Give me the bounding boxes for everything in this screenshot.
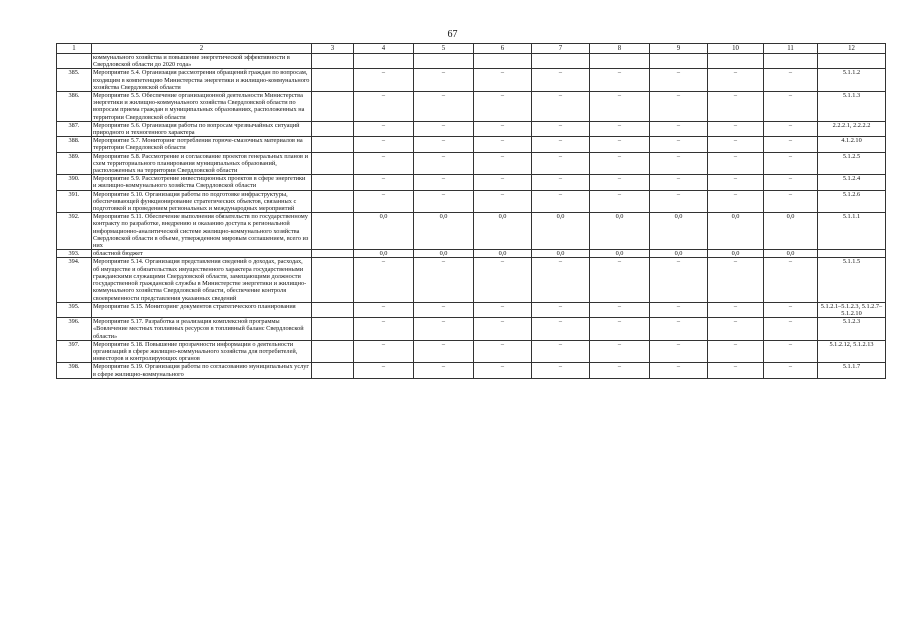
value-cell-col-8: – [590,152,650,175]
value-cell-col-9: – [650,152,708,175]
value-cell-col-5: – [414,137,474,152]
value-cell-col-3 [312,318,354,341]
value-cell-col-10 [708,54,764,69]
measure-name: Мероприятие 5.9. Рассмотрение инвестиционных проектов в сфере энергетики и жилищно-коммунального хозяйства Свердловской области [92,175,312,190]
value-cell-col-7: – [532,190,590,213]
column-header-2: 2 [92,44,312,54]
value-cell-col-9: 0,0 [650,213,708,250]
target-indicator [818,250,886,258]
value-cell-col-9: – [650,69,708,92]
value-cell-col-11: – [764,190,818,213]
value-cell-col-11: – [764,302,818,317]
target-indicator: 5.1.1.7 [818,363,886,378]
table-row [57,190,886,213]
value-cell-col-9: 0,0 [650,250,708,258]
measure-name: Мероприятие 5.7. Мониторинг потребления горюче-смазочных материалов на территории Свердловской области [92,137,312,152]
target-indicator: 5.1.1.5 [818,258,886,302]
value-cell-col-10: 0,0 [708,250,764,258]
value-cell-col-6: – [474,318,532,341]
value-cell-col-11: – [764,137,818,152]
value-cell-col-8: – [590,92,650,122]
row-number: 396. [57,318,92,341]
value-cell-col-7: – [532,318,590,341]
value-cell-col-5: – [414,121,474,136]
value-cell-col-11: – [764,69,818,92]
page-number: 67 [447,29,458,40]
value-cell-col-5: – [414,318,474,341]
value-cell-col-6: – [474,363,532,378]
target-indicator: 5.1.2.3 [818,318,886,341]
value-cell-col-4: – [354,175,414,190]
value-cell-col-9: – [650,137,708,152]
column-header-4: 4 [354,44,414,54]
column-header-8: 8 [590,44,650,54]
value-cell-col-6: – [474,190,532,213]
value-cell-col-11: 0,0 [764,250,818,258]
value-cell-col-6 [474,54,532,69]
value-cell-col-7: – [532,302,590,317]
value-cell-col-3 [312,340,354,363]
target-indicator: 5.1.2.4 [818,175,886,190]
measure-name: Мероприятие 5.5. Обеспечение организационной деятельности Министерства энергетики и жилищно-коммунального хозяйства Свердловской области по вопросам приема граждан в муниципальных образованиях, расположенных на территории Свердловской области [92,92,312,122]
measure-name: коммунального хозяйства и повышение энергетической эффективности в Свердловской области до 2020 года» [92,54,312,69]
column-header-5: 5 [414,44,474,54]
target-indicator: 5.1.2.5 [818,152,886,175]
measure-name: Мероприятие 5.6. Организация работы по вопросам чрезвычайных ситуаций природного и техногенного характера [92,121,312,136]
measure-name: Мероприятие 5.11. Обеспечение выполнения обязательств по государственному контракту по разработке, внедрению и оказанию доступа к региональной информационно-аналитической системе жилищно-коммунального хозяйства Свердловской области в объеме, утвержденном мировым соглашением, всего из них [92,213,312,250]
table-row [57,175,886,190]
table-row [57,340,886,363]
value-cell-col-9: – [650,92,708,122]
value-cell-col-4: 0,0 [354,250,414,258]
value-cell-col-5: – [414,302,474,317]
value-cell-col-6: – [474,152,532,175]
value-cell-col-7: – [532,121,590,136]
value-cell-col-4: – [354,190,414,213]
value-cell-col-5: – [414,175,474,190]
value-cell-col-10: – [708,190,764,213]
value-cell-col-10: 0,0 [708,213,764,250]
column-header-7: 7 [532,44,590,54]
table-row [57,213,886,250]
target-indicator: 4.1.2.10 [818,137,886,152]
table-row [57,152,886,175]
value-cell-col-9 [650,54,708,69]
measure-name: областной бюджет [92,250,312,258]
value-cell-col-10: – [708,340,764,363]
value-cell-col-4: 0,0 [354,213,414,250]
value-cell-col-4: – [354,340,414,363]
value-cell-col-9: – [650,190,708,213]
value-cell-col-4: – [354,92,414,122]
value-cell-col-8: 0,0 [590,250,650,258]
value-cell-col-6: – [474,175,532,190]
target-indicator: 5.1.2.6 [818,190,886,213]
column-header-6: 6 [474,44,532,54]
value-cell-col-4: – [354,302,414,317]
row-number: 397. [57,340,92,363]
value-cell-col-11: – [764,363,818,378]
measure-name: Мероприятие 5.10. Организация работы по подготовке инфраструктуры, обеспечивающей функционирование стратегических объектов, связанных с подготовкой и проведением региональных и международных мероприятий [92,190,312,213]
value-cell-col-8: – [590,69,650,92]
column-header-10: 10 [708,44,764,54]
value-cell-col-4: – [354,258,414,302]
row-number: 388. [57,137,92,152]
value-cell-col-3 [312,175,354,190]
target-indicator: 5.1.1.3 [818,92,886,122]
value-cell-col-10: – [708,302,764,317]
value-cell-col-9: – [650,121,708,136]
row-number: 391. [57,190,92,213]
value-cell-col-10: – [708,318,764,341]
value-cell-col-9: – [650,318,708,341]
row-number: 386. [57,92,92,122]
value-cell-col-10: – [708,92,764,122]
target-indicator: 5.1.1.1 [818,213,886,250]
table-header-row [57,44,886,54]
table-row [57,363,886,378]
value-cell-col-7: 0,0 [532,213,590,250]
value-cell-col-7: – [532,258,590,302]
value-cell-col-8: – [590,258,650,302]
value-cell-col-10: – [708,69,764,92]
value-cell-col-5: 0,0 [414,213,474,250]
column-header-12: 12 [818,44,886,54]
value-cell-col-11: – [764,152,818,175]
value-cell-col-11: – [764,340,818,363]
row-number: 394. [57,258,92,302]
table-row [57,258,886,302]
value-cell-col-4: – [354,152,414,175]
row-number: 389. [57,152,92,175]
value-cell-col-11: – [764,318,818,341]
target-indicator: 5.1.2.12, 5.1.2.13 [818,340,886,363]
value-cell-col-6: 0,0 [474,250,532,258]
row-number: 392. [57,213,92,250]
measure-name: Мероприятие 5.4. Организация рассмотрения обращений граждан по вопросам, входящим в компетенцию Министерства энергетики и жилищно-коммунального хозяйства Свердловской области [92,69,312,92]
target-indicator: 2.2.2.1, 2.2.2.2 [818,121,886,136]
table-row [57,69,886,92]
value-cell-col-8: – [590,318,650,341]
value-cell-col-11: 0,0 [764,213,818,250]
measure-name: Мероприятие 5.8. Рассмотрение и согласование проектов генеральных планов и схем территориального планирования муниципальных образований, расположенных на территории Свердловской области [92,152,312,175]
value-cell-col-11: – [764,92,818,122]
value-cell-col-8: – [590,340,650,363]
target-indicator: 5.1.1.2 [818,69,886,92]
target-indicator: 5.1.2.1–5.1.2.3, 5.1.2.7–5.1.2.10 [818,302,886,317]
measure-name: Мероприятие 5.17. Разработка и реализация комплексной программы «Вовлечение местных топливных ресурсов в топливный баланс Свердловской области» [92,318,312,341]
value-cell-col-7: – [532,175,590,190]
value-cell-col-10: – [708,121,764,136]
value-cell-col-6: – [474,340,532,363]
table-body [57,54,886,379]
value-cell-col-4: – [354,363,414,378]
value-cell-col-11 [764,54,818,69]
measure-name: Мероприятие 5.15. Мониторинг документов стратегического планирования [92,302,312,317]
value-cell-col-3 [312,54,354,69]
value-cell-col-5: 0,0 [414,250,474,258]
value-cell-col-3 [312,152,354,175]
value-cell-col-4: – [354,69,414,92]
row-number: 395. [57,302,92,317]
value-cell-col-6: – [474,137,532,152]
value-cell-col-8: – [590,175,650,190]
column-header-9: 9 [650,44,708,54]
value-cell-col-10: – [708,363,764,378]
value-cell-col-8: – [590,137,650,152]
value-cell-col-6: – [474,258,532,302]
value-cell-col-7: – [532,340,590,363]
value-cell-col-6: – [474,302,532,317]
value-cell-col-4: – [354,318,414,341]
row-number: 393. [57,250,92,258]
value-cell-col-3 [312,121,354,136]
measure-name: Мероприятие 5.19. Организация работы по согласованию муниципальных услуг в сфере жилищно-коммунального [92,363,312,378]
value-cell-col-11: – [764,175,818,190]
value-cell-col-4: – [354,137,414,152]
table-row [57,54,886,69]
column-header-11: 11 [764,44,818,54]
value-cell-col-3 [312,213,354,250]
table-row [57,250,886,258]
value-cell-col-11: – [764,258,818,302]
value-cell-col-5: – [414,258,474,302]
value-cell-col-10: – [708,175,764,190]
value-cell-col-11: – [764,121,818,136]
value-cell-col-3 [312,250,354,258]
table-row [57,318,886,341]
value-cell-col-4: – [354,121,414,136]
row-number: 385. [57,69,92,92]
program-measures-table [56,43,886,379]
value-cell-col-7: 0,0 [532,250,590,258]
value-cell-col-3 [312,190,354,213]
value-cell-col-8: – [590,190,650,213]
value-cell-col-10: – [708,152,764,175]
value-cell-col-8: – [590,363,650,378]
row-number: 398. [57,363,92,378]
value-cell-col-7: – [532,92,590,122]
value-cell-col-3 [312,92,354,122]
value-cell-col-6: – [474,121,532,136]
value-cell-col-7 [532,54,590,69]
value-cell-col-6: – [474,69,532,92]
target-indicator [818,54,886,69]
value-cell-col-8: 0,0 [590,213,650,250]
value-cell-col-3 [312,302,354,317]
table-row [57,302,886,317]
value-cell-col-5: – [414,363,474,378]
value-cell-col-4 [354,54,414,69]
value-cell-col-5: – [414,340,474,363]
value-cell-col-5: – [414,152,474,175]
measure-name: Мероприятие 5.14. Организация представления сведений о доходах, расходах, об имуществе и обязательствах имущественного характера государственными гражданскими служащими Свердловской области, замещающими должности государственной гражданской службы в Министерстве энергетики и жилищно-коммунального хозяйства Свердловской области, обеспечение контроля своевременности представления указанных сведений [92,258,312,302]
value-cell-col-3 [312,137,354,152]
column-header-3: 3 [312,44,354,54]
value-cell-col-7: – [532,152,590,175]
value-cell-col-9: – [650,258,708,302]
value-cell-col-7: – [532,137,590,152]
value-cell-col-5: – [414,92,474,122]
value-cell-col-3 [312,363,354,378]
value-cell-col-8: – [590,121,650,136]
value-cell-col-5 [414,54,474,69]
value-cell-col-7: – [532,69,590,92]
value-cell-col-6: 0,0 [474,213,532,250]
value-cell-col-5: – [414,190,474,213]
value-cell-col-8 [590,54,650,69]
row-number [57,54,92,69]
value-cell-col-9: – [650,363,708,378]
value-cell-col-10: – [708,258,764,302]
table-row [57,92,886,122]
value-cell-col-3 [312,69,354,92]
value-cell-col-8: – [590,302,650,317]
value-cell-col-10: – [708,137,764,152]
row-number: 387. [57,121,92,136]
measure-name: Мероприятие 5.18. Повышение прозрачности информации о деятельности организаций в сфере жилищно-коммунального хозяйства для потребителей, инвесторов и контролирующих органов [92,340,312,363]
value-cell-col-6: – [474,92,532,122]
row-number: 390. [57,175,92,190]
value-cell-col-5: – [414,69,474,92]
value-cell-col-3 [312,258,354,302]
value-cell-col-7: – [532,363,590,378]
table-row [57,121,886,136]
table-row [57,137,886,152]
value-cell-col-9: – [650,175,708,190]
value-cell-col-9: – [650,302,708,317]
value-cell-col-9: – [650,340,708,363]
column-header-1: 1 [57,44,92,54]
